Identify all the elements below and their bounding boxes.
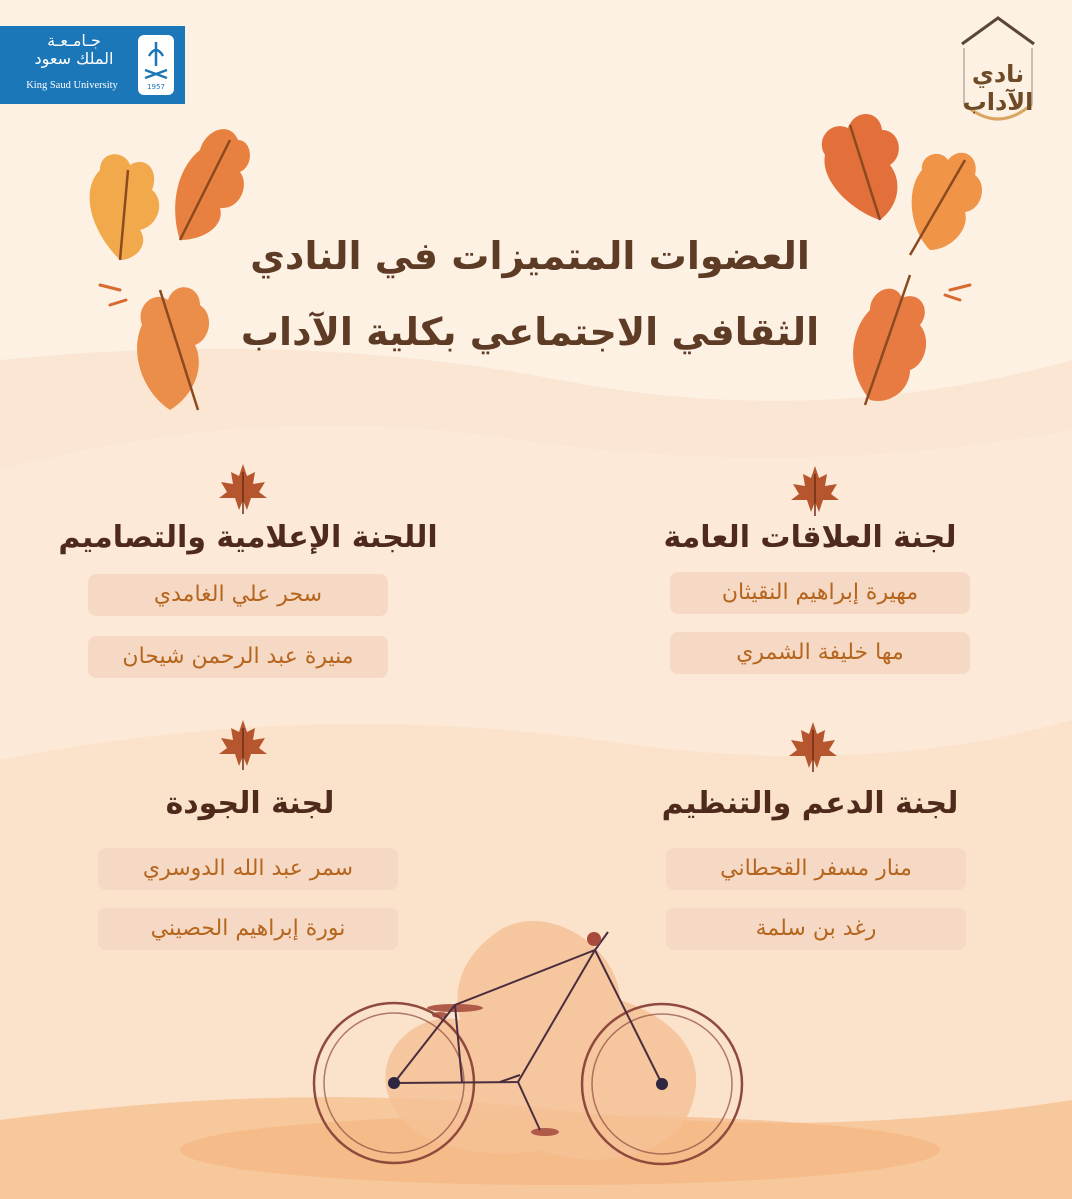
maple-leaf-icon bbox=[215, 460, 271, 516]
title-line-2: الثقافي الاجتماعي بكلية الآداب bbox=[240, 310, 820, 354]
ksu-name-line2: الملك سعود bbox=[34, 49, 114, 68]
page-title bbox=[230, 218, 830, 370]
ksu-name-ar bbox=[18, 32, 130, 68]
maple-leaf-icon bbox=[785, 718, 841, 774]
ksu-emblem-icon bbox=[137, 34, 175, 96]
ksu-logo bbox=[0, 26, 185, 104]
ksu-emblem-year: 1957 bbox=[147, 83, 165, 91]
committee-title: لجنة العلاقات العامة bbox=[663, 520, 957, 555]
autumn-leaf-icon bbox=[822, 114, 899, 220]
autumn-leaf-icon bbox=[910, 153, 982, 255]
club-name: نادي الآداب bbox=[962, 60, 1034, 116]
ksu-name-en: King Saud University bbox=[26, 80, 118, 91]
bicycle-illustration bbox=[290, 910, 770, 1190]
autumn-leaf-icon bbox=[853, 275, 926, 405]
maple-leaf-icon bbox=[787, 462, 843, 518]
ksu-name-line1: جـامـعـة bbox=[47, 31, 101, 50]
title-line-1: العضوات المتميزات في النادي bbox=[250, 234, 810, 278]
member-name: رغد بن سلمة bbox=[666, 908, 966, 950]
member-name: نورة إبراهيم الحصيني bbox=[98, 908, 398, 950]
member-name: سحر علي الغامدي bbox=[88, 574, 388, 616]
member-name: سمر عبد الله الدوسري bbox=[98, 848, 398, 890]
autumn-leaf-icon bbox=[90, 154, 160, 260]
autumn-leaves-right bbox=[810, 100, 990, 410]
maple-leaf-icon bbox=[215, 716, 271, 772]
member-name: منيرة عبد الرحمن شيحان bbox=[88, 636, 388, 678]
committee-title: اللجنة الإعلامية والتصاميم bbox=[58, 520, 438, 555]
member-name: مهيرة إبراهيم النقيثان bbox=[670, 572, 970, 614]
member-name: منار مسفر القحطاني bbox=[666, 848, 966, 890]
member-name: مها خليفة الشمري bbox=[670, 632, 970, 674]
committee-title: لجنة الدعم والتنظيم bbox=[661, 786, 959, 821]
autumn-leaf-icon bbox=[137, 287, 209, 410]
committee-title: لجنة الجودة bbox=[165, 786, 335, 821]
committee-public-relations bbox=[650, 520, 970, 690]
committee-media-design bbox=[48, 520, 448, 690]
